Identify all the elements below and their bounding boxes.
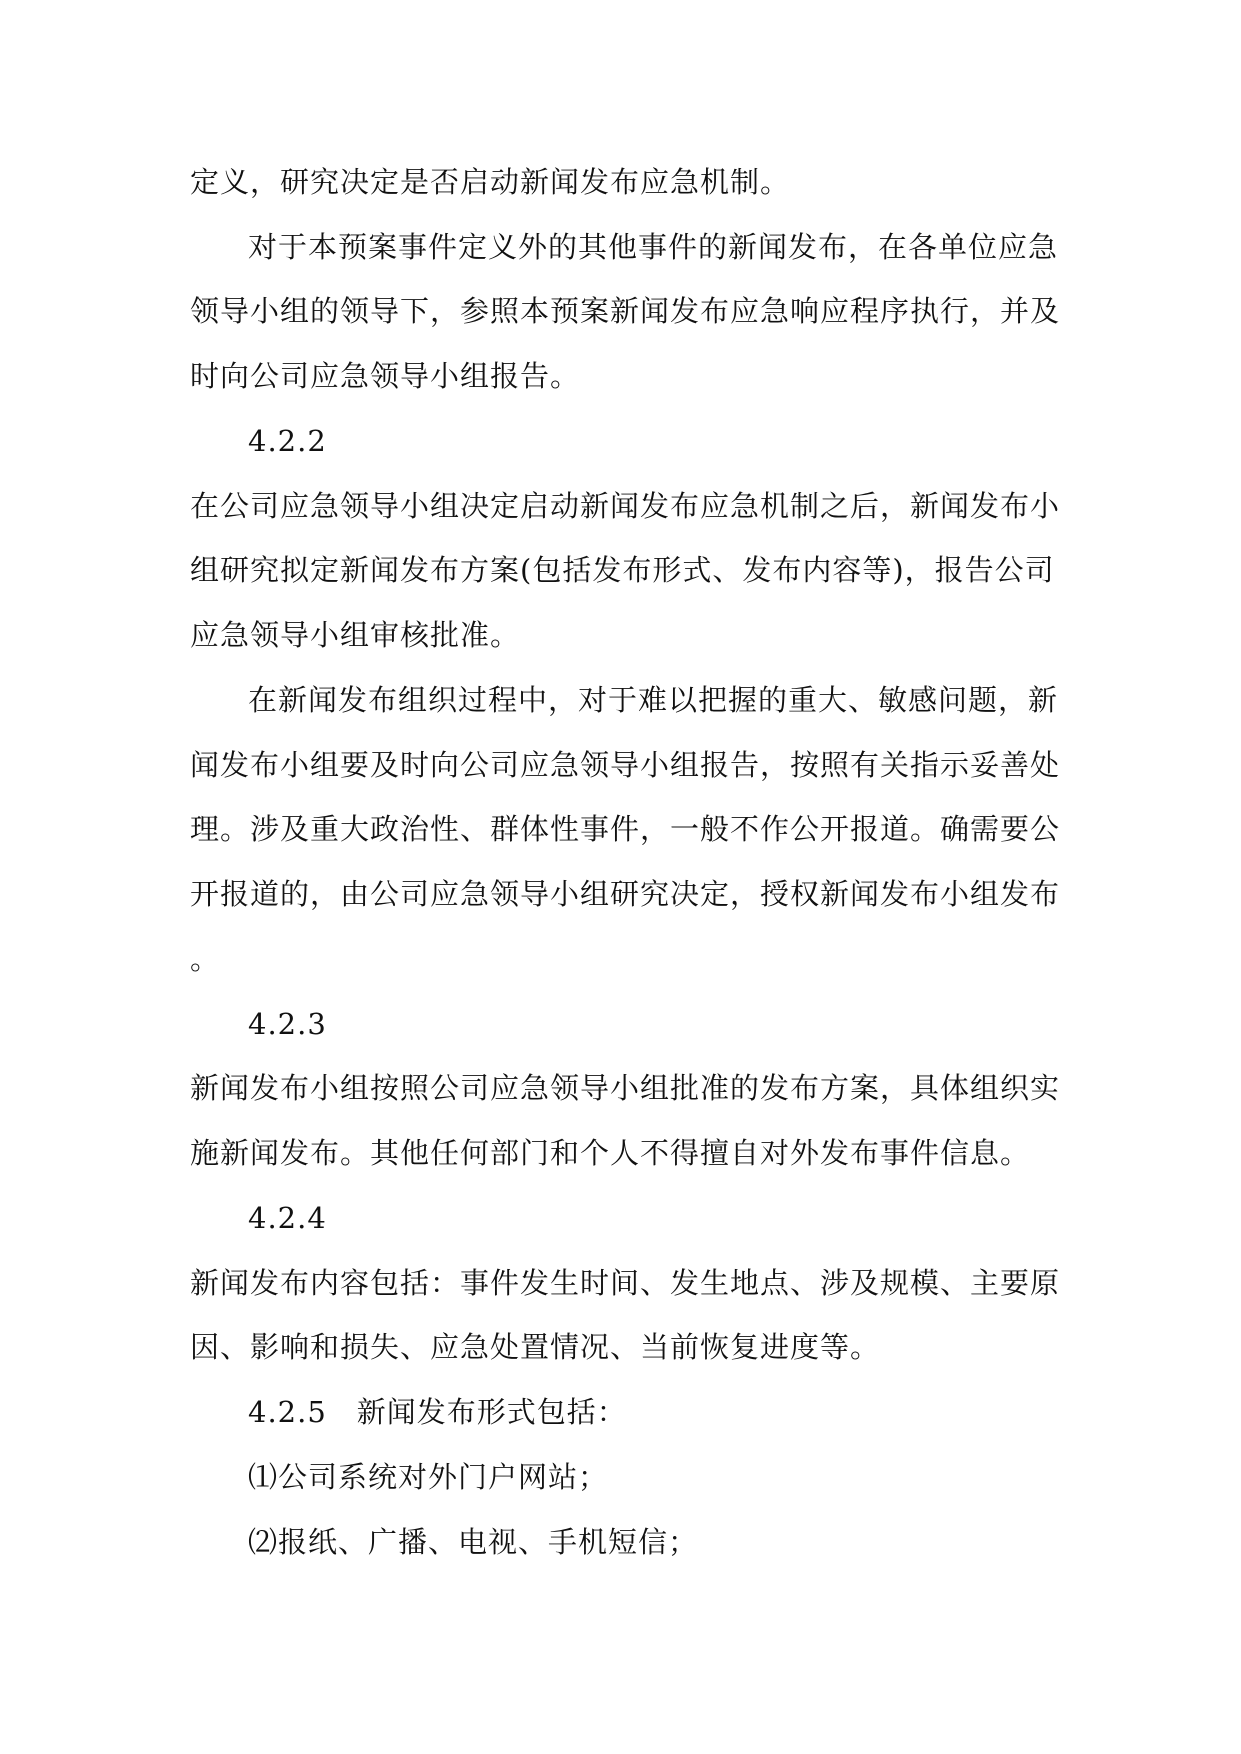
text-line-18: 新闻发布内容包括：事件发生时间、发生地点、涉及规模、主要原	[190, 1266, 1061, 1300]
text-line-10: 闻发布小组要及时向公司应急领导小组报告，按照有关指示妥善处	[190, 748, 1061, 782]
text-line-6: 在公司应急领导小组决定启动新闻发布应急机制之后，新闻发布小	[190, 489, 1061, 523]
text-line-16: 施新闻发布。其他任何部门和个人不得擅自对外发布事件信息。	[190, 1136, 1031, 1170]
text-line-4: 时向公司应急领导小组报告。	[190, 359, 581, 393]
section-number-4-2-4: 4.2.4	[248, 1201, 327, 1235]
text-line-1: 定义，研究决定是否启动新闻发布应急机制。	[190, 165, 791, 199]
section-heading-4-2-5: 4.2.5 新闻发布形式包括：	[248, 1395, 627, 1429]
text-line-15: 新闻发布小组按照公司应急领导小组批准的发布方案，具体组织实	[190, 1071, 1061, 1105]
text-line-19: 因、影响和损失、应急处置情况、当前恢复进度等。	[190, 1330, 881, 1364]
list-item-2: ⑵报纸、广播、电视、手机短信；	[248, 1525, 699, 1559]
text-line-13: 。	[190, 942, 221, 976]
list-item-1: ⑴公司系统对外门户网站；	[248, 1460, 609, 1494]
text-line-12: 开报道的，由公司应急领导小组研究决定，授权新闻发布小组发布	[190, 877, 1061, 911]
text-line-7: 组研究拟定新闻发布方案(包括发布形式、发布内容等)，报告公司	[190, 553, 1055, 587]
section-number-4-2-2: 4.2.2	[248, 424, 327, 458]
text-line-9: 在新闻发布组织过程中，对于难以把握的重大、敏感问题，新	[248, 683, 1059, 717]
section-number-4-2-3: 4.2.3	[248, 1007, 327, 1041]
text-line-11: 理。涉及重大政治性、群体性事件，一般不作公开报道。确需要公	[190, 812, 1061, 846]
text-line-3: 领导小组的领导下，参照本预案新闻发布应急响应程序执行，并及	[190, 294, 1061, 328]
text-line-2: 对于本预案事件定义外的其他事件的新闻发布，在各单位应急	[248, 230, 1059, 264]
text-line-8: 应急领导小组审核批准。	[190, 618, 521, 652]
